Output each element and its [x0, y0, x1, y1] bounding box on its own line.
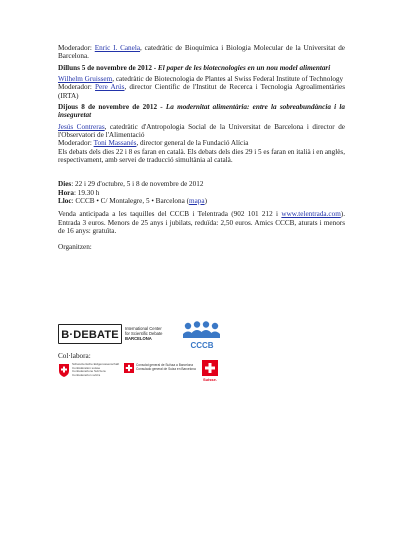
moderator-label: Moderador:: [58, 83, 96, 92]
session-date: Dijous 8 de novembre de 2012: [58, 103, 158, 112]
consulate-cross-icon: [124, 363, 134, 373]
bdebate-line1: International Center: [125, 326, 162, 331]
speaker-link-gruissem[interactable]: Wilhelm Gruissem: [58, 75, 113, 84]
telentrada-link[interactable]: www.telentrada.com: [281, 210, 341, 219]
organizer-logos: [58, 320, 258, 350]
session-date: Dilluns 5 de novembre de 2012: [58, 63, 152, 72]
swiss-line3: Confederazione Svizzera: [72, 369, 106, 374]
lloc-end: ): [204, 197, 207, 206]
bdebate-line3: BARCELONA: [125, 335, 152, 341]
swiss-confederation-logo: [58, 363, 120, 385]
moderator-description: , director Científic de l'Institut de Recerca i Tecnologia Agroalimentàries (IRTA): [58, 83, 345, 100]
speaker-paragraph-3: [58, 123, 345, 164]
swiss-line4: Confederaziun svizra: [72, 372, 101, 377]
swiss-flag-icon: [202, 360, 218, 376]
moderator-label: Moderador:: [58, 139, 94, 148]
speaker-description: , catedràtic de Biotecnologia de Plantes al Swiss Federal Institute of Technology: [112, 75, 344, 84]
document-body: [58, 44, 345, 252]
organitzen-label: Organitzen:: [58, 243, 92, 252]
dies-label: Dies: [58, 180, 72, 189]
event-dates: [58, 180, 345, 188]
speaker-paragraph-2: [58, 75, 345, 100]
moderator-description: , director general de la Fundació Alícia: [136, 139, 249, 148]
event-time: [58, 189, 345, 197]
cccb-logo-icon: [180, 320, 224, 350]
consulate-logo: [124, 363, 196, 377]
bdebate-wordmark: B·DEBATE: [58, 324, 122, 344]
moderator-description: , catedràtic de Bioquímica i Biologia Molecular de la Universitat de Barcelona.: [58, 44, 345, 61]
swiss-confederation-text: [72, 363, 119, 377]
consulate-text: [136, 364, 196, 372]
lloc-value: : CCCB • C/ Montalegre, 5 • Barcelona (: [71, 197, 189, 206]
tickets-text-1: Venda anticipada a les taquilles del CCCB i Telentrada (902 101 212 i: [58, 210, 282, 219]
moderator-link-enric-canela[interactable]: Enric I. Canela: [94, 44, 141, 52]
consulate-line2: Consulado general de Suiza en Barcelona: [136, 366, 196, 371]
dies-value: : 22 i 29 d'octubre, 5 i 8 de novembre de 2012: [71, 180, 204, 189]
moderator-label: Moderador:: [58, 44, 95, 52]
hora-label: Hora: [58, 188, 74, 197]
map-link[interactable]: mapa: [189, 197, 205, 206]
lloc-label: Lloc: [58, 197, 72, 206]
swiss-shield-icon: [58, 364, 70, 377]
suisse-label: Suisse.: [202, 377, 217, 382]
session-title: La modernitat alimentària: entre la sobreabundància i la inseguretat: [58, 103, 345, 120]
collabora-label: Col·labora:: [58, 352, 91, 360]
moderator-link-pere-arus[interactable]: Pere Arús: [95, 83, 125, 92]
collaborator-logos: [58, 360, 228, 386]
moderator-link-massanes[interactable]: Toni Massanés: [93, 139, 137, 148]
suisse-logo: [202, 360, 218, 382]
event-location: [58, 197, 345, 205]
swiss-line1: Schweizerische Eidgenossenschaft: [72, 362, 120, 366]
speaker-description: , catedràtic d'Antropologia Social de la Universitat de Barcelona i director de l'Observatori de l'Alimentació: [58, 122, 345, 140]
session-heading-2: [58, 64, 345, 72]
bdebate-subtitle: [125, 327, 162, 341]
swiss-line2: Confédération suisse: [72, 365, 101, 370]
session-title: El paper de les biotecnologies en un nou model alimentari: [157, 63, 331, 72]
separator: -: [151, 63, 158, 72]
bdebate-logo: [58, 324, 174, 346]
speaker-link-contreras[interactable]: Jesús Contreras: [58, 122, 105, 131]
hora-value: : 19.30 h: [73, 188, 100, 197]
tickets-text-2: ). Entrada 3 euros. Menors de 25 anys i jubilats, reduïda: 2,50 euros. Amics CCCB, aturats i menors de 16 anys: gratuïta.: [58, 210, 345, 235]
session-heading-3: [58, 103, 345, 120]
language-note: Els debats dels dies 22 i 8 es faran en català. Els debats dels dies 29 i 5 es faran en italià i en anglès, respectivament, amb servei de traducció simultània al català.: [58, 147, 346, 164]
separator: -: [157, 103, 166, 112]
bdebate-line2: for Scientific Debate: [125, 330, 163, 336]
moderator-paragraph-1: [58, 44, 345, 61]
consulate-line1: Consolat general de Suïssa a Barcelona: [136, 363, 194, 367]
tickets-paragraph: [58, 210, 345, 235]
cccb-wordmark: CCCB: [190, 341, 214, 350]
